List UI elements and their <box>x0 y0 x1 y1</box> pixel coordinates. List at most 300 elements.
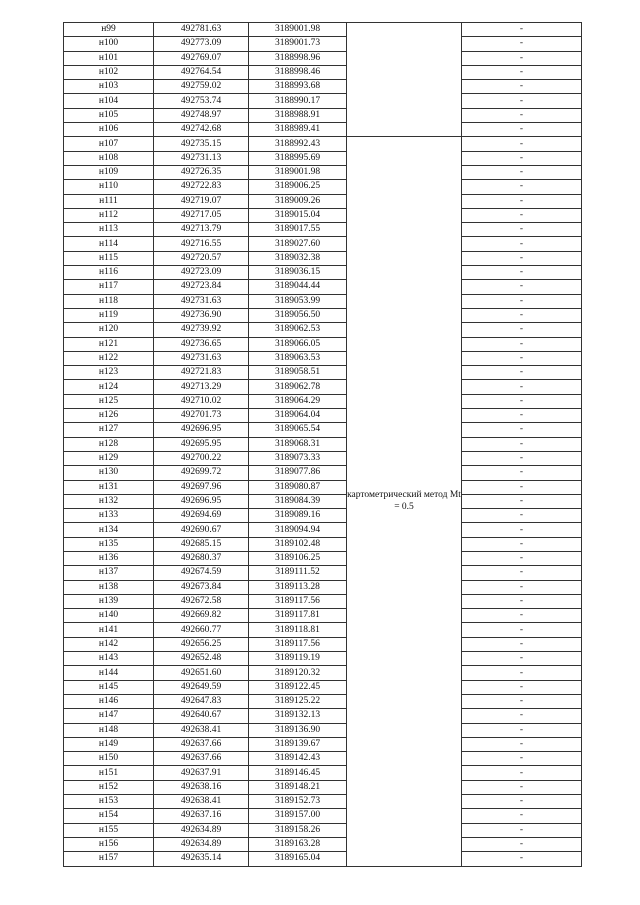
table-row <box>64 780 582 794</box>
y-coordinate-cell: 3189001.98 <box>249 23 347 37</box>
y-coordinate-cell: 3189165.04 <box>249 852 347 866</box>
y-coordinate-cell: 3189152.73 <box>249 795 347 809</box>
y-coordinate-cell: 3189119.19 <box>249 652 347 666</box>
point-name-cell: н135 <box>64 537 154 551</box>
y-coordinate-cell: 3189148.21 <box>249 780 347 794</box>
y-coordinate-cell: 3189036.15 <box>249 266 347 280</box>
table-row <box>64 280 582 294</box>
y-coordinate-cell: 3189158.26 <box>249 823 347 837</box>
error-cell: - <box>462 809 582 823</box>
point-name-cell: н114 <box>64 237 154 251</box>
x-coordinate-cell: 492696.95 <box>154 423 249 437</box>
x-coordinate-cell: 492699.72 <box>154 466 249 480</box>
point-name-cell: н123 <box>64 366 154 380</box>
point-name-cell: н150 <box>64 752 154 766</box>
coordinates-sheet <box>63 22 581 867</box>
x-coordinate-cell: 492673.84 <box>154 580 249 594</box>
table-row <box>64 251 582 265</box>
table-row <box>64 337 582 351</box>
x-coordinate-cell: 492695.95 <box>154 437 249 451</box>
x-coordinate-cell: 492637.66 <box>154 737 249 751</box>
y-coordinate-cell: 3189146.45 <box>249 766 347 780</box>
x-coordinate-cell: 492764.54 <box>154 65 249 79</box>
error-cell: - <box>462 480 582 494</box>
point-name-cell: н122 <box>64 351 154 365</box>
y-coordinate-cell: 3189122.45 <box>249 680 347 694</box>
y-coordinate-cell: 3189094.94 <box>249 523 347 537</box>
x-coordinate-cell: 492753.74 <box>154 94 249 108</box>
table-row <box>64 323 582 337</box>
x-coordinate-cell: 492731.13 <box>154 151 249 165</box>
x-coordinate-cell: 492748.97 <box>154 108 249 122</box>
x-coordinate-cell: 492638.16 <box>154 780 249 794</box>
error-cell: - <box>462 394 582 408</box>
y-coordinate-cell: 3189142.43 <box>249 752 347 766</box>
table-row <box>64 766 582 780</box>
y-coordinate-cell: 3189113.28 <box>249 580 347 594</box>
point-name-cell: н108 <box>64 151 154 165</box>
table-row <box>64 423 582 437</box>
error-cell: - <box>462 566 582 580</box>
table-row <box>64 380 582 394</box>
table-row <box>64 137 582 151</box>
point-name-cell: н131 <box>64 480 154 494</box>
y-coordinate-cell: 3189125.22 <box>249 694 347 708</box>
y-coordinate-cell: 3189120.32 <box>249 666 347 680</box>
point-name-cell: н107 <box>64 137 154 151</box>
y-coordinate-cell: 3189058.51 <box>249 366 347 380</box>
table-row <box>64 466 582 480</box>
error-cell: - <box>462 65 582 79</box>
error-cell: - <box>462 266 582 280</box>
table-row <box>64 65 582 79</box>
table-row <box>64 180 582 194</box>
x-coordinate-cell: 492726.35 <box>154 165 249 179</box>
point-name-cell: н115 <box>64 251 154 265</box>
table-row <box>64 394 582 408</box>
error-cell: - <box>462 594 582 608</box>
coordinates-table <box>63 22 582 867</box>
error-cell: - <box>462 523 582 537</box>
table-row <box>64 23 582 37</box>
table-row <box>64 480 582 494</box>
table-row <box>64 237 582 251</box>
error-cell: - <box>462 537 582 551</box>
point-name-cell: н147 <box>64 709 154 723</box>
point-name-cell: н153 <box>64 795 154 809</box>
point-name-cell: н129 <box>64 451 154 465</box>
error-cell: - <box>462 237 582 251</box>
y-coordinate-cell: 3189027.60 <box>249 237 347 251</box>
table-row <box>64 151 582 165</box>
point-name-cell: н120 <box>64 323 154 337</box>
y-coordinate-cell: 3189006.25 <box>249 180 347 194</box>
error-cell: - <box>462 337 582 351</box>
method-cell: картометрический метод Mt = 0.5 <box>347 137 462 866</box>
x-coordinate-cell: 492680.37 <box>154 551 249 565</box>
table-row <box>64 737 582 751</box>
table-row <box>64 809 582 823</box>
x-coordinate-cell: 492660.77 <box>154 623 249 637</box>
y-coordinate-cell: 3189132.13 <box>249 709 347 723</box>
y-coordinate-cell: 3188990.17 <box>249 94 347 108</box>
point-name-cell: н121 <box>64 337 154 351</box>
error-cell: - <box>462 737 582 751</box>
error-cell: - <box>462 323 582 337</box>
table-row <box>64 694 582 708</box>
error-cell: - <box>462 251 582 265</box>
table-row <box>64 51 582 65</box>
error-cell: - <box>462 380 582 394</box>
x-coordinate-cell: 492696.95 <box>154 494 249 508</box>
table-row <box>64 437 582 451</box>
x-coordinate-cell: 492647.83 <box>154 694 249 708</box>
y-coordinate-cell: 3189053.99 <box>249 294 347 308</box>
y-coordinate-cell: 3189044.44 <box>249 280 347 294</box>
x-coordinate-cell: 492637.16 <box>154 809 249 823</box>
x-coordinate-cell: 492685.15 <box>154 537 249 551</box>
point-name-cell: н110 <box>64 180 154 194</box>
y-coordinate-cell: 3189117.56 <box>249 637 347 651</box>
table-row <box>64 537 582 551</box>
x-coordinate-cell: 492635.14 <box>154 852 249 866</box>
x-coordinate-cell: 492769.07 <box>154 51 249 65</box>
x-coordinate-cell: 492736.90 <box>154 308 249 322</box>
table-row <box>64 451 582 465</box>
point-name-cell: н145 <box>64 680 154 694</box>
point-name-cell: н142 <box>64 637 154 651</box>
x-coordinate-cell: 492773.09 <box>154 37 249 51</box>
x-coordinate-cell: 492700.22 <box>154 451 249 465</box>
error-cell: - <box>462 852 582 866</box>
point-name-cell: н105 <box>64 108 154 122</box>
error-cell: - <box>462 137 582 151</box>
table-row <box>64 266 582 280</box>
point-name-cell: н148 <box>64 723 154 737</box>
error-cell: - <box>462 766 582 780</box>
x-coordinate-cell: 492759.02 <box>154 80 249 94</box>
point-name-cell: н111 <box>64 194 154 208</box>
x-coordinate-cell: 492672.58 <box>154 594 249 608</box>
x-coordinate-cell: 492736.65 <box>154 337 249 351</box>
point-name-cell: н134 <box>64 523 154 537</box>
x-coordinate-cell: 492701.73 <box>154 409 249 423</box>
point-name-cell: н119 <box>64 308 154 322</box>
y-coordinate-cell: 3188998.96 <box>249 51 347 65</box>
x-coordinate-cell: 492637.91 <box>154 766 249 780</box>
point-name-cell: н146 <box>64 694 154 708</box>
table-row <box>64 308 582 322</box>
table-row <box>64 823 582 837</box>
y-coordinate-cell: 3189111.52 <box>249 566 347 580</box>
point-name-cell: н117 <box>64 280 154 294</box>
table-row <box>64 494 582 508</box>
x-coordinate-cell: 492697.96 <box>154 480 249 494</box>
table-row <box>64 523 582 537</box>
table-row <box>64 509 582 523</box>
error-cell: - <box>462 123 582 137</box>
error-cell: - <box>462 451 582 465</box>
error-cell: - <box>462 666 582 680</box>
y-coordinate-cell: 3189017.55 <box>249 223 347 237</box>
y-coordinate-cell: 3189102.48 <box>249 537 347 551</box>
table-row <box>64 551 582 565</box>
point-name-cell: н99 <box>64 23 154 37</box>
x-coordinate-cell: 492690.67 <box>154 523 249 537</box>
table-row <box>64 165 582 179</box>
x-coordinate-cell: 492719.07 <box>154 194 249 208</box>
error-cell: - <box>462 409 582 423</box>
table-row <box>64 652 582 666</box>
point-name-cell: н113 <box>64 223 154 237</box>
y-coordinate-cell: 3189009.26 <box>249 194 347 208</box>
y-coordinate-cell: 3189073.33 <box>249 451 347 465</box>
x-coordinate-cell: 492652.48 <box>154 652 249 666</box>
x-coordinate-cell: 492651.60 <box>154 666 249 680</box>
error-cell: - <box>462 680 582 694</box>
y-coordinate-cell: 3189064.04 <box>249 409 347 423</box>
table-row <box>64 709 582 723</box>
method-cell-top <box>347 23 462 137</box>
y-coordinate-cell: 3188993.68 <box>249 80 347 94</box>
error-cell: - <box>462 509 582 523</box>
y-coordinate-cell: 3188995.69 <box>249 151 347 165</box>
y-coordinate-cell: 3189136.90 <box>249 723 347 737</box>
point-name-cell: н152 <box>64 780 154 794</box>
point-name-cell: н156 <box>64 837 154 851</box>
error-cell: - <box>462 423 582 437</box>
table-row <box>64 37 582 51</box>
table-row <box>64 623 582 637</box>
point-name-cell: н154 <box>64 809 154 823</box>
table-row <box>64 837 582 851</box>
table-row <box>64 680 582 694</box>
table-row <box>64 194 582 208</box>
point-name-cell: н127 <box>64 423 154 437</box>
x-coordinate-cell: 492722.83 <box>154 180 249 194</box>
point-name-cell: н102 <box>64 65 154 79</box>
point-name-cell: н112 <box>64 208 154 222</box>
error-cell: - <box>462 108 582 122</box>
table-row <box>64 566 582 580</box>
point-name-cell: н143 <box>64 652 154 666</box>
x-coordinate-cell: 492669.82 <box>154 609 249 623</box>
y-coordinate-cell: 3189068.31 <box>249 437 347 451</box>
error-cell: - <box>462 494 582 508</box>
x-coordinate-cell: 492634.89 <box>154 823 249 837</box>
point-name-cell: н141 <box>64 623 154 637</box>
error-cell: - <box>462 366 582 380</box>
y-coordinate-cell: 3189118.81 <box>249 623 347 637</box>
y-coordinate-cell: 3189064.29 <box>249 394 347 408</box>
point-name-cell: н106 <box>64 123 154 137</box>
error-cell: - <box>462 151 582 165</box>
x-coordinate-cell: 492694.69 <box>154 509 249 523</box>
x-coordinate-cell: 492710.02 <box>154 394 249 408</box>
x-coordinate-cell: 492717.05 <box>154 208 249 222</box>
x-coordinate-cell: 492640.67 <box>154 709 249 723</box>
x-coordinate-cell: 492649.59 <box>154 680 249 694</box>
point-name-cell: н157 <box>64 852 154 866</box>
table-row <box>64 94 582 108</box>
y-coordinate-cell: 3189106.25 <box>249 551 347 565</box>
point-name-cell: н103 <box>64 80 154 94</box>
table-row <box>64 366 582 380</box>
point-name-cell: н130 <box>64 466 154 480</box>
error-cell: - <box>462 752 582 766</box>
table-row <box>64 723 582 737</box>
x-coordinate-cell: 492731.63 <box>154 351 249 365</box>
y-coordinate-cell: 3189163.28 <box>249 837 347 851</box>
x-coordinate-cell: 492742.68 <box>154 123 249 137</box>
error-cell: - <box>462 351 582 365</box>
error-cell: - <box>462 180 582 194</box>
table-row <box>64 223 582 237</box>
point-name-cell: н104 <box>64 94 154 108</box>
point-name-cell: н155 <box>64 823 154 837</box>
error-cell: - <box>462 551 582 565</box>
table-row <box>64 666 582 680</box>
table-row <box>64 351 582 365</box>
point-name-cell: н116 <box>64 266 154 280</box>
x-coordinate-cell: 492674.59 <box>154 566 249 580</box>
x-coordinate-cell: 492721.83 <box>154 366 249 380</box>
y-coordinate-cell: 3189080.87 <box>249 480 347 494</box>
table-row <box>64 409 582 423</box>
error-cell: - <box>462 165 582 179</box>
point-name-cell: н133 <box>64 509 154 523</box>
y-coordinate-cell: 3189056.50 <box>249 308 347 322</box>
y-coordinate-cell: 3189117.56 <box>249 594 347 608</box>
y-coordinate-cell: 3189062.53 <box>249 323 347 337</box>
point-name-cell: н128 <box>64 437 154 451</box>
error-cell: - <box>462 280 582 294</box>
error-cell: - <box>462 23 582 37</box>
table-row <box>64 208 582 222</box>
error-cell: - <box>462 609 582 623</box>
point-name-cell: н138 <box>64 580 154 594</box>
y-coordinate-cell: 3189001.98 <box>249 165 347 179</box>
point-name-cell: н132 <box>64 494 154 508</box>
error-cell: - <box>462 652 582 666</box>
y-coordinate-cell: 3189065.54 <box>249 423 347 437</box>
error-cell: - <box>462 51 582 65</box>
x-coordinate-cell: 492634.89 <box>154 837 249 851</box>
error-cell: - <box>462 694 582 708</box>
point-name-cell: н118 <box>64 294 154 308</box>
x-coordinate-cell: 492638.41 <box>154 795 249 809</box>
table-row <box>64 795 582 809</box>
y-coordinate-cell: 3189139.67 <box>249 737 347 751</box>
y-coordinate-cell: 3189089.16 <box>249 509 347 523</box>
table-row <box>64 609 582 623</box>
point-name-cell: н136 <box>64 551 154 565</box>
x-coordinate-cell: 492638.41 <box>154 723 249 737</box>
y-coordinate-cell: 3188998.46 <box>249 65 347 79</box>
x-coordinate-cell: 492739.92 <box>154 323 249 337</box>
error-cell: - <box>462 823 582 837</box>
y-coordinate-cell: 3189001.73 <box>249 37 347 51</box>
x-coordinate-cell: 492731.63 <box>154 294 249 308</box>
error-cell: - <box>462 308 582 322</box>
error-cell: - <box>462 795 582 809</box>
y-coordinate-cell: 3189015.04 <box>249 208 347 222</box>
point-name-cell: н137 <box>64 566 154 580</box>
point-name-cell: н100 <box>64 37 154 51</box>
table-row <box>64 108 582 122</box>
error-cell: - <box>462 194 582 208</box>
table-row <box>64 637 582 651</box>
y-coordinate-cell: 3189062.78 <box>249 380 347 394</box>
error-cell: - <box>462 466 582 480</box>
x-coordinate-cell: 492723.84 <box>154 280 249 294</box>
table-row <box>64 852 582 866</box>
y-coordinate-cell: 3189157.00 <box>249 809 347 823</box>
error-cell: - <box>462 780 582 794</box>
point-name-cell: н140 <box>64 609 154 623</box>
table-row <box>64 580 582 594</box>
y-coordinate-cell: 3188989.41 <box>249 123 347 137</box>
point-name-cell: н109 <box>64 165 154 179</box>
table-row <box>64 594 582 608</box>
error-cell: - <box>462 837 582 851</box>
y-coordinate-cell: 3188988.91 <box>249 108 347 122</box>
point-name-cell: н126 <box>64 409 154 423</box>
table-row <box>64 80 582 94</box>
error-cell: - <box>462 223 582 237</box>
error-cell: - <box>462 723 582 737</box>
error-cell: - <box>462 623 582 637</box>
error-cell: - <box>462 80 582 94</box>
y-coordinate-cell: 3189032.38 <box>249 251 347 265</box>
x-coordinate-cell: 492781.63 <box>154 23 249 37</box>
x-coordinate-cell: 492713.79 <box>154 223 249 237</box>
error-cell: - <box>462 580 582 594</box>
y-coordinate-cell: 3189084.39 <box>249 494 347 508</box>
y-coordinate-cell: 3189077.86 <box>249 466 347 480</box>
x-coordinate-cell: 492637.66 <box>154 752 249 766</box>
error-cell: - <box>462 294 582 308</box>
error-cell: - <box>462 94 582 108</box>
x-coordinate-cell: 492713.29 <box>154 380 249 394</box>
y-coordinate-cell: 3189063.53 <box>249 351 347 365</box>
x-coordinate-cell: 492656.25 <box>154 637 249 651</box>
y-coordinate-cell: 3188992.43 <box>249 137 347 151</box>
point-name-cell: н149 <box>64 737 154 751</box>
error-cell: - <box>462 709 582 723</box>
error-cell: - <box>462 637 582 651</box>
x-coordinate-cell: 492723.09 <box>154 266 249 280</box>
x-coordinate-cell: 492720.57 <box>154 251 249 265</box>
table-row <box>64 294 582 308</box>
error-cell: - <box>462 208 582 222</box>
point-name-cell: н139 <box>64 594 154 608</box>
point-name-cell: н151 <box>64 766 154 780</box>
error-cell: - <box>462 437 582 451</box>
point-name-cell: н101 <box>64 51 154 65</box>
point-name-cell: н144 <box>64 666 154 680</box>
table-body <box>64 23 582 867</box>
point-name-cell: н124 <box>64 380 154 394</box>
table-row <box>64 752 582 766</box>
x-coordinate-cell: 492716.55 <box>154 237 249 251</box>
error-cell: - <box>462 37 582 51</box>
point-name-cell: н125 <box>64 394 154 408</box>
table-row <box>64 123 582 137</box>
x-coordinate-cell: 492735.15 <box>154 137 249 151</box>
y-coordinate-cell: 3189066.05 <box>249 337 347 351</box>
y-coordinate-cell: 3189117.81 <box>249 609 347 623</box>
